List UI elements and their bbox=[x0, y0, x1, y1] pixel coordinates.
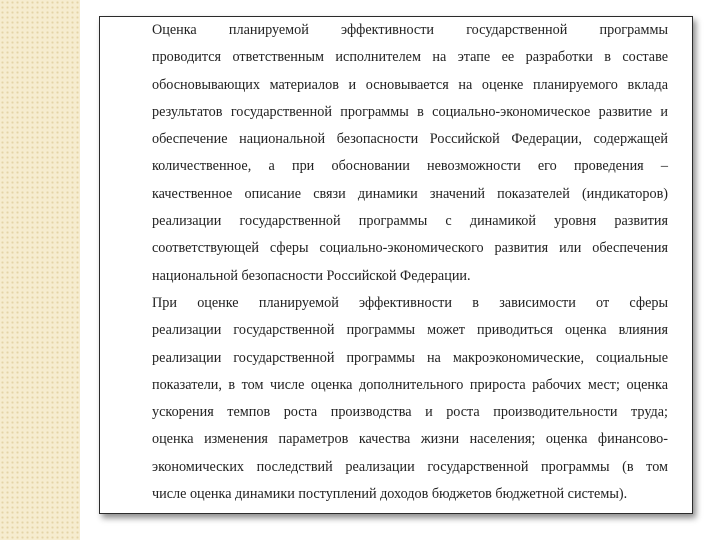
text-line: качественное описание связи динамики значений показателей (индикаторов) bbox=[152, 185, 668, 202]
paragraph-2 bbox=[124, 290, 668, 508]
text-line: ускорения темпов роста производства и роста производительности труда; bbox=[152, 404, 668, 421]
text-line: Оценка планируемой эффективности государственной программы bbox=[152, 22, 668, 38]
decorative-side-strip bbox=[0, 0, 80, 540]
text-line: национальной безопасности Российской Федерации. bbox=[152, 267, 471, 284]
text-line: реализации государственной программы может приводиться оценка влияния bbox=[152, 322, 668, 339]
text-line: результатов государственной программы в социально-экономическое развитие и bbox=[152, 103, 668, 120]
text-line: числе оценка динамики поступлений доходов бюджетов бюджетной системы). bbox=[152, 486, 628, 503]
text-line: проводится ответственным исполнителем на этапе ее разработки в составе bbox=[152, 49, 668, 66]
paragraph-1 bbox=[124, 17, 668, 290]
text-line: количественное, а при обосновании невозможности его проведения – bbox=[152, 158, 668, 175]
text-line: показатели, в том числе оценка дополнительного прироста рабочих мест; оценка bbox=[152, 376, 668, 393]
text-line: реализации государственной программы с динамикой уровня развития bbox=[152, 213, 668, 230]
document-page bbox=[99, 16, 693, 514]
text-line: соответствующей сферы социально-экономического развития или обеспечения bbox=[152, 240, 668, 257]
text-line: оценка изменения параметров качества жизни населения; оценка финансово- bbox=[152, 431, 668, 448]
text-line: экономических последствий реализации государственной программы (в том bbox=[152, 458, 668, 475]
text-line: При оценке планируемой эффективности в зависимости от сферы bbox=[152, 294, 668, 311]
document-body bbox=[124, 17, 668, 508]
text-line: обосновывающих материалов и основывается на оценке планируемого вклада bbox=[152, 76, 668, 93]
text-line: обеспечение национальной безопасности Российской Федерации, содержащей bbox=[152, 131, 668, 148]
text-line: реализации государственной программы на макроэкономические, социальные bbox=[152, 349, 668, 366]
